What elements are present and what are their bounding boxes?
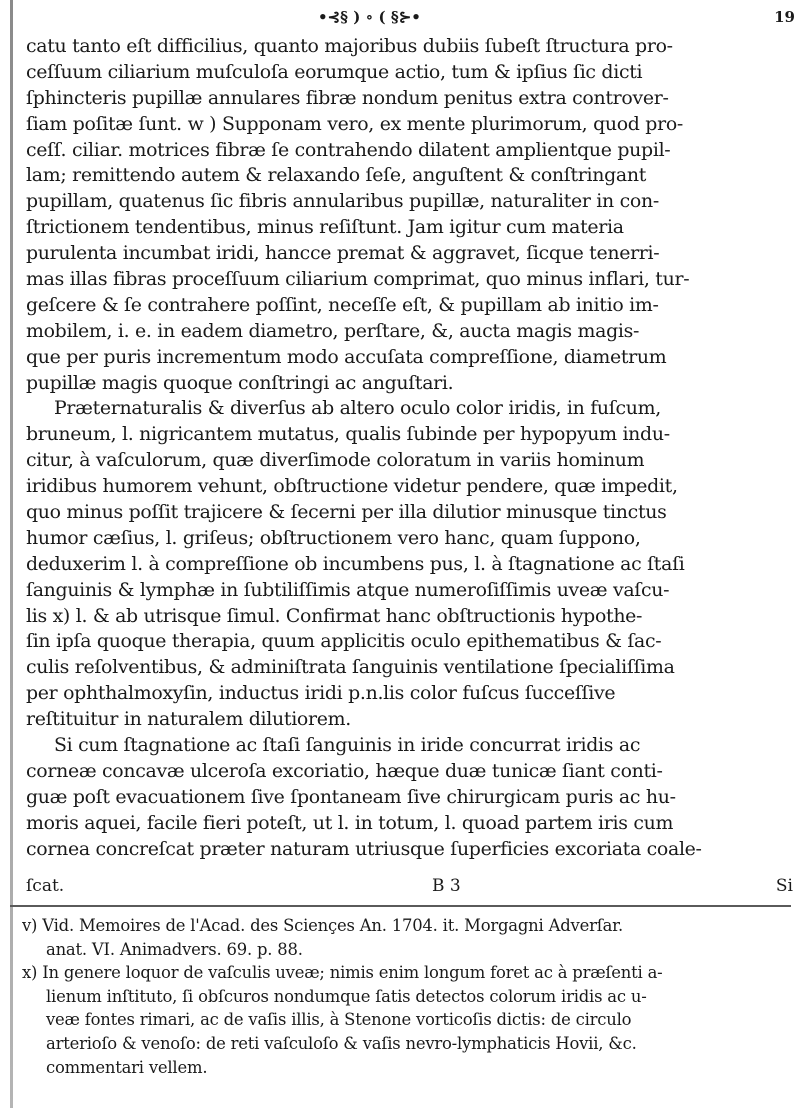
text-line: ceſſ. ciliar. motrices fibræ ſe contrahendo dilatent amplientque pupil- [26,138,671,161]
text-line: ſanguinis & lymphæ in ſubtiliſſimis atque numeroſiſſimis uveæ vaſcu- [26,578,670,601]
page-number: 19 [774,8,795,26]
footnote-line: commentari vellem. [46,1057,208,1077]
text-line: guæ poſt evacuationem ſive ſpontaneam ſive chirurgicam puris ac hu- [26,785,676,808]
page-gutter-shadow [10,0,13,1108]
text-line: pupillam, quatenus ſic fibris annularibus pupillæ, naturaliter in con- [26,190,659,213]
paragraph-start-line: Præternaturalis & diverſus ab altero oculo color iridis, in fuſcum, [54,397,661,420]
catchword: Si [775,876,793,896]
text-line: reſtituitur in naturalem dilutiorem. [26,708,351,731]
text-line: moris aquei, facile fieri poteſt, ut l. in totum, l. quoad partem iris cum [26,811,674,834]
catchline [0,876,801,902]
footnote-line: x) In genere loquor de vaſculis uveæ; nimis enim longum foret ac à præſenti a- [22,963,663,983]
text-line: pupillæ magis quoque conſtringi ac anguſtari. [26,371,454,394]
footnote-line: v) Vid. Memoires de l'Acad. des Sciençes An. 1704. it. Morgagni Adverſar. [22,916,623,935]
main-text [26,34,788,863]
running-header [0,8,801,34]
text-line: lam; remittendo autem & relaxando ſeſe, anguſtent & conſtringant [26,164,646,187]
footnote-line: veæ fontes rimari, ac de vaſis illis, à Stenone vorticoſis dictis: de circulo [46,1010,632,1030]
text-line: ſin ipſa quoque therapia, quum applicitis oculo epithematibus & ſac- [26,630,662,653]
last-line-fragment: ſcat. [26,876,65,896]
footnote-line: anat. VI. Animadvers. 69. p. 88. [46,939,303,959]
text-line: citur, à vaſculorum, quæ diverſimode coloratum in variis hominum [26,449,645,472]
footnote-line: lienum inſtituto, ſi obſcuros nondumque ſatis detectos colorum iridis ac u- [46,986,647,1006]
text-line: mobilem, i. e. in eadem diametro, perſtare, &, aucta magis magis- [26,319,640,342]
text-line: cornea concreſcat præter naturam utriusque ſuperficies excoriata coale- [26,837,702,860]
text-line: humor cæſius, l. griſeus; obſtructionem vero hanc, quam ſuppono, [26,526,641,549]
text-line: geſcere & ſe contrahere poſſint, neceſſe eſt, & pupillam ab initio im- [26,293,659,316]
text-line: ſiam poſitæ ſunt. w ) Supponam vero, ex mente plurimorum, quod pro- [26,112,683,135]
text-line: quo minus poſſit trajicere & ſecerni per illa dilutior minusque tinctus [26,501,667,524]
text-line: purulenta incumbat iridi, hancce premat & aggravet, ſicque tenerri- [26,242,660,265]
text-line: catu tanto eſt difficilius, quanto majoribus dubiis ſubeſt ſtructura pro- [26,35,673,57]
text-line: mas illas fibras proceſſuum ciliarium comprimat, quo minus inflari, tur- [26,268,690,291]
footnote-separator-rule [10,905,791,907]
text-line: que per puris incrementum modo accuſata compreſſione, diametrum [26,345,667,368]
text-line: ſtrictionem tendentibus, minus reſiſtunt. Jam igitur cum materia [26,216,624,239]
text-line: lis x) l. & ab utrisque ſimul. Confirmat hanc obſtructionis hypothe- [26,604,643,627]
text-line: ſphincteris pupillæ annulares fibræ nondum penitus extra controver- [26,86,669,109]
footnotes [22,914,792,1079]
paragraph-start-line: Si cum ſtagnatione ac ſtaſi ſanguinis in iride concurrat iridis ac [54,734,641,757]
text-line: deduxerim l. à compreſſione ob incumbens pus, l. à ſtagnatione ac ſtaſi [26,552,685,575]
text-line: culis reſolventibus, & adminiſtrata ſanguinis ventilatione ſpecialiſſima [26,656,675,679]
text-line: corneæ concavæ ulceroſa excoriatio, hæque duæ tunicæ ſiant conti- [26,759,663,782]
text-line: bruneum, l. nigricantem mutatus, qualis ſubinde per hypopyum indu- [26,423,670,446]
text-line: per ophthalmoxyſin, inductus iridi p.n.lis color fuſcus ſucceſſive [26,682,616,705]
header-ornament: •⊰§ ) ∘ ( §⊱• [318,8,421,26]
text-line: iridibus humorem vehunt, obſtructione videtur pendere, quæ impedit, [26,475,678,498]
signature-mark: B 3 [432,876,461,896]
text-line: ceſſuum ciliarium muſculoſa eorumque actio, tum & ipſius ſic dicti [26,60,643,83]
footnote-line: arterioſo & venoſo: de reti vaſculoſo & vaſis nevro-lymphaticis Hovii, &c. [46,1033,637,1053]
